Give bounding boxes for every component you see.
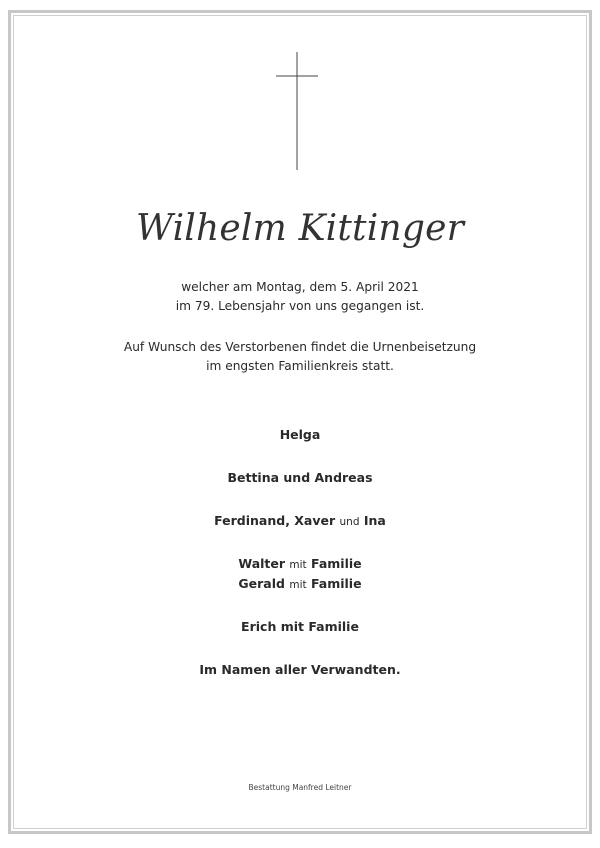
mourner-helga: Helga: [279, 427, 321, 442]
mourner-gerald-line: [0, 576, 600, 591]
mourner-walter: Walter: [238, 556, 286, 571]
mourner-bettina-andreas: Bettina und Andreas: [227, 470, 373, 485]
burial-line-1: Auf Wunsch des Verstorbenen findet die Urnenbeisetzung: [123, 340, 477, 354]
mourner-ferdinand-line: [0, 513, 600, 528]
intro-line-2: im 79. Lebensjahr von uns gegangen ist.: [175, 299, 425, 313]
mourner-walter-line: [0, 556, 600, 571]
mourner-erich: Erich mit Familie: [241, 619, 359, 634]
mourner-gerald: Gerald: [238, 576, 285, 591]
connector-mit-1: mit: [289, 559, 307, 571]
intro-line-1: welcher am Montag, dem 5. April 2021: [181, 280, 419, 294]
familie-1: Familie: [311, 556, 362, 571]
funeral-home: Bestattung Manfred Leitner: [248, 783, 352, 792]
connector-mit-2: mit: [289, 579, 307, 591]
mourner-ferdinand-xaver: Ferdinand, Xaver: [214, 513, 336, 528]
cross-icon: [270, 52, 330, 172]
familie-2: Familie: [310, 576, 362, 591]
deceased-name: Wilhelm Kittinger: [136, 208, 464, 249]
mourner-ina: Ina: [363, 513, 386, 528]
relatives-line: Im Namen aller Verwandten.: [199, 662, 401, 677]
connector-und: und: [339, 516, 360, 528]
burial-line-2: im engsten Familienkreis statt.: [206, 359, 394, 373]
